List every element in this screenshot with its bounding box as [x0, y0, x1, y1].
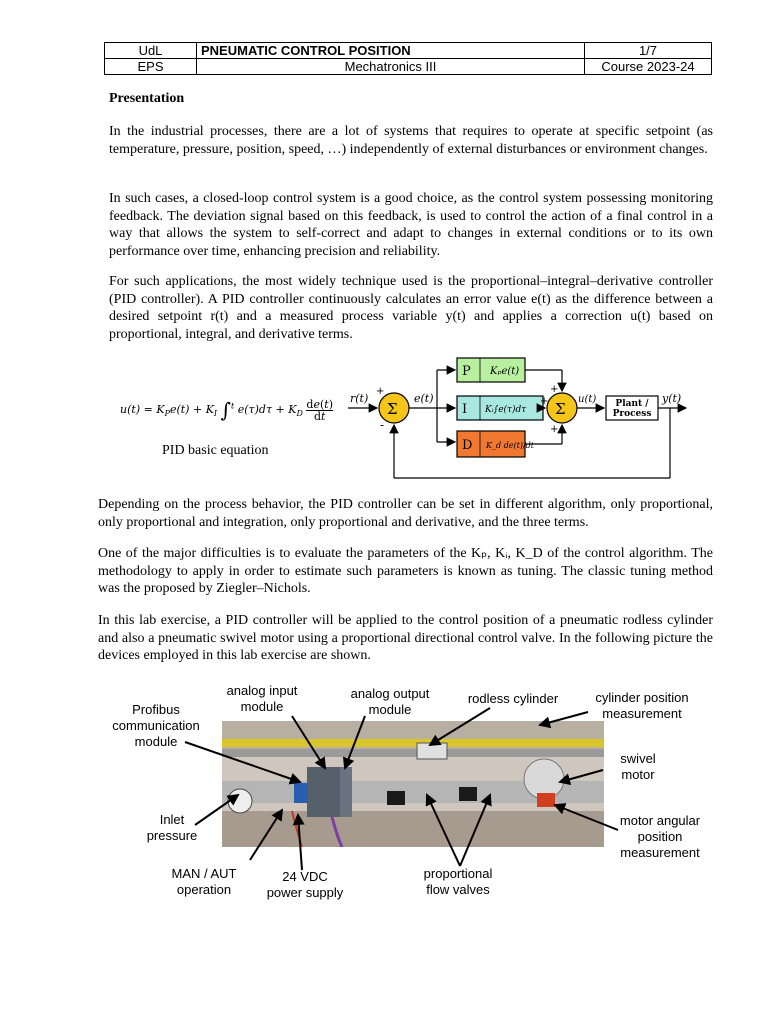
- label-analog-input: analog input module: [226, 683, 298, 714]
- svg-text:Kᵢ∫e(τ)dτ: Kᵢ∫e(τ)dτ: [485, 405, 527, 415]
- svg-text:Σ: Σ: [387, 400, 398, 418]
- paragraph-3: For such applications, the most widely technique used is the proportional–integral–derivative controller (PID controller). A PID controller continuously calculates an error value e(t) as the difference between a desired setpoint r(t) and a measured process variable y(t) and applies a correction u(t) based on proportional, integral, and derivative terms.: [109, 274, 713, 342]
- svg-text:Process: Process: [612, 409, 652, 419]
- svg-text:D: D: [462, 438, 473, 453]
- signal-r: r(t): [350, 392, 369, 405]
- svg-text:I: I: [462, 402, 468, 417]
- label-analog-output: analog output module: [350, 686, 430, 717]
- svg-text:Σ: Σ: [555, 400, 566, 418]
- label-man-aut: MAN / AUT operation: [171, 866, 237, 897]
- svg-text:+: +: [550, 384, 559, 395]
- label-motor-angular: motor angular position measurement: [619, 813, 701, 860]
- paragraph-4: Depending on the process behavior, the PID controller can be set in different algorithm, only proportional, only proportional and integration, only proportional and derivative, and the three terms.: [98, 497, 713, 530]
- label-flow-valves: proportional flow valves: [423, 866, 493, 897]
- header-table: [104, 42, 712, 75]
- header-subject: Mechatronics III: [197, 59, 585, 75]
- paragraph-5: One of the major difficulties is to evaluate the parameters of the Kₚ, Kᵢ, K_D of the control algorithm. The methodology to apply in order to estimate such parameters is known as tuning. The classic tuning method was the proposed by Ziegler–Nichols.: [98, 546, 713, 597]
- signal-u: u(t): [578, 394, 597, 405]
- lab-setup-photo: [222, 721, 604, 847]
- header-page: 1/7: [585, 43, 712, 59]
- signal-e: e(t): [414, 392, 434, 405]
- label-swivel-motor: swivel motor: [620, 751, 656, 782]
- label-rodless-cylinder: rodless cylinder: [467, 691, 559, 706]
- equation-caption: PID basic equation: [162, 443, 269, 458]
- svg-text:K_d de(t)/dt: K_d de(t)/dt: [486, 441, 534, 450]
- signal-y: y(t): [662, 392, 682, 405]
- svg-text:+: +: [540, 396, 549, 407]
- header-org: UdL: [105, 43, 197, 59]
- svg-text:Plant /: Plant /: [615, 399, 649, 409]
- svg-text:+: +: [550, 424, 559, 435]
- paragraph-1: In the industrial processes, there are a lot of systems that requires to operate at specific setpoint (as temperature, pressure, position, speed, …) independently of external disturbances or environment changes.: [109, 124, 713, 157]
- header-title: PNEUMATIC CONTROL POSITION: [197, 43, 585, 59]
- label-inlet-pressure: Inlet pressure: [146, 812, 198, 843]
- paragraph-2: In such cases, a closed-loop control system is a good choice, as the control system possessing monitoring feedback. The deviation signal based on this feedback, is used to control the action of a final control in a way that allows the system to self-correct and adapt to changes in external conditions or to its own performance over time, enhancing precision and reliability.: [109, 191, 713, 259]
- svg-text:Kₚe(t): Kₚe(t): [490, 366, 520, 377]
- header-school: EPS: [105, 59, 197, 75]
- header-course: Course 2023-24: [585, 59, 712, 75]
- pid-equation: $u(t) = K_Pe(t) + K_I$ ∫$^t$ $e(\tau)d\tau + K_D$ $\frac{de(t)}{dt}$: [120, 397, 333, 423]
- svg-text:P: P: [462, 364, 471, 379]
- label-profibus: Profibus communication module: [112, 702, 200, 749]
- label-cylinder-position: cylinder position measurement: [595, 690, 689, 721]
- svg-text:-: -: [380, 418, 385, 432]
- label-power-supply: 24 VDC power supply: [266, 869, 344, 900]
- svg-text:+: +: [376, 386, 385, 397]
- section-heading: Presentation: [109, 91, 185, 106]
- paragraph-6: In this lab exercise, a PID controller will be applied to the control position of a pneumatic rodless cylinder and also a pneumatic swivel motor using a proportional directional control valve. In the following picture the devices employed in this lab exercise are shown.: [98, 613, 713, 664]
- pid-block-diagram: [340, 354, 690, 484]
